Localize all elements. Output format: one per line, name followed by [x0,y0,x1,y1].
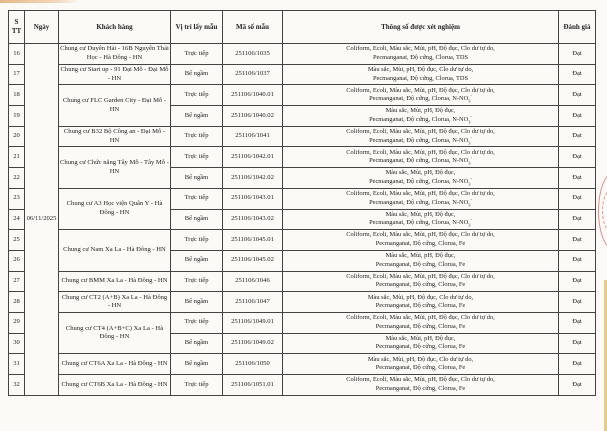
parameters-line-1: Màu sắc, Mùi, pH, Độ đục, [385,210,456,218]
parameters-line-2 [284,157,557,166]
row-evaluation: Đạt [559,126,596,147]
parameters-line-2-text: Pecmanganat, Độ cứng, Clorua, N-NO [369,136,469,144]
no3-superscript: - [470,93,472,99]
row-stt: 26 [9,250,25,271]
row-parameters [283,209,559,230]
no3-subscript: 3 [468,201,471,207]
parameters-line-1: Màu sắc, Mùi, pH, Độ đục, Clo dư tự do, [367,65,474,73]
row-evaluation: Đạt [559,271,596,292]
row-customer: Chung cư Start up - 91 Đại Mỗ - Đại Mỗ - HN [59,64,171,85]
parameters-line-2-text: Pecmanganat, Độ cứng, Clorua, N-NO [369,219,469,227]
row-parameters [283,85,559,106]
row-stt: 27 [9,271,25,292]
row-location: Bể ngầm [171,209,223,230]
row-sample-code: 251106/1047 [223,292,283,313]
parameters-line-2-text: Pecmanganat, Độ cứng, Clorua, N-NO [369,198,469,206]
parameters-line-2 [284,219,557,228]
row-evaluation: Đạt [559,188,596,209]
row-stt: 20 [9,126,25,147]
parameters-line-2 [284,343,557,352]
row-stt: 21 [9,147,25,168]
row-parameters [283,354,559,375]
parameters-line-2-text: Pecmanganat, Độ cứng, Clorua, Fe [375,343,466,351]
row-evaluation: Đạt [559,230,596,251]
row-customer: Chung cư BMM Xa La - Hà Đông - HN [59,271,171,292]
row-location: Bể ngầm [171,333,223,354]
parameters-line-2-text: Pecmanganat, Độ cứng, Clorua, Fe [375,302,466,310]
header-sample-code: Mã số mẫu [223,11,283,44]
row-parameters [283,147,559,168]
row-location: Trực tiếp [171,271,223,292]
table-body [9,44,596,396]
parameters-line-1: Coliform, Ecoli, Màu sắc, Mùi, pH, Độ đục, Clo dư tự do, [346,86,495,94]
row-sample-code: 251106/1041 [223,126,283,147]
parameters-line-1: Màu sắc, Mùi, pH, Độ đục, [385,107,456,115]
parameters-line-2 [284,323,557,332]
row-customer: Chung cư CT6A Xa La - Hà Đông - HN [59,354,171,375]
row-evaluation: Đạt [559,106,596,127]
parameters-line-2 [284,196,557,208]
row-stt: 32 [9,375,25,396]
table-row [9,85,596,106]
parameters-line-1: Coliform, Ecoli, Màu sắc, Mùi, pH, Độ đục, Clo dư tự do, [346,190,495,198]
parameters-line-1: Màu sắc, Mùi, pH, Độ đục, [385,252,456,260]
table-row [9,126,596,147]
parameters-line-2 [284,175,557,187]
parameters-line-2-text: Pecmanganat, Độ cứng, Clorua, Fe [375,364,466,372]
parameters-line-1: Coliform, Ecoli, Màu sắc, Mùi, pH, Độ đục, Clo dư tự do, [346,272,495,280]
row-evaluation: Đạt [559,250,596,271]
row-sample-code: 251106/1050 [223,354,283,375]
row-location: Trực tiếp [171,126,223,147]
row-sample-code: 251106/1043.01 [223,188,283,209]
row-stt: 18 [9,85,25,106]
no3-superscript: - [470,134,472,140]
row-sample-code: 251106/1040.01 [223,85,283,106]
parameters-line-1: Màu sắc, Mùi, pH, Độ đục, [385,334,456,342]
no3-subscript: 3 [468,139,471,145]
row-parameters [283,333,559,354]
table-row [9,375,596,396]
row-evaluation: Đạt [559,209,596,230]
row-customer: Chung cư A3 Học viện Quân Y - Hà Đông - HN [59,188,171,229]
header-sample-location: Vị trí lấy mẫu [171,11,223,44]
no3-subscript: 3 [468,222,471,228]
header-date: Ngày [25,11,59,44]
parameters-line-1: Màu sắc, Mùi, pH, Độ đục, Clo dư tự do, [367,355,474,363]
row-parameters [283,271,559,292]
parameters-line-2-text: Pecmanganat, Độ cứng, Clorua, N-NO [369,157,469,165]
parameters-line-1: Coliform, Ecoli, Màu sắc, Mùi, pH, Độ đục, Clo dư tự do, [346,314,495,322]
row-evaluation: Đạt [559,168,596,189]
no3-subscript: 3 [468,98,471,104]
table-header-row [9,11,596,44]
date-cell: 06/11/2025 [25,44,59,396]
parameters-line-2-text: Pecmanganat, Độ cứng, Clorua, TDS [372,53,469,61]
row-sample-code: 251106/1040.02 [223,106,283,127]
row-customer: Chung cư CT2 (A+B) Xa La - Hà Đông - HN [59,292,171,313]
parameters-line-2 [284,302,557,311]
row-stt: 17 [9,64,25,85]
row-sample-code: 251106/1035 [223,44,283,65]
row-stt: 28 [9,292,25,313]
table-row [9,147,596,168]
table-row [9,44,596,65]
parameters-line-1: Màu sắc, Mùi, pH, Độ đục, [385,169,456,177]
row-stt: 29 [9,312,25,333]
row-evaluation: Đạt [559,85,596,106]
row-parameters [283,168,559,189]
table-row [9,230,596,251]
header-evaluation: Đánh giá [559,11,596,44]
row-customer: Chung cư CT6B Xa La - Hà Đông - HN [59,375,171,396]
parameters-line-1: Coliform, Ecoli, Màu sắc, Mùi, pH, Độ đục, Clo dư tự do, [346,231,495,239]
row-sample-code: 251106/1046 [223,271,283,292]
no3-superscript: - [470,175,472,181]
no3-superscript: - [470,196,472,202]
header-test-parameters: Thông số được xét nghiệm [283,11,559,44]
row-location: Trực tiếp [171,147,223,168]
paper-edge-stain [0,0,80,3]
row-sample-code: 251106/1049.01 [223,312,283,333]
row-location: Bể ngầm [171,354,223,375]
row-sample-code: 251106/1051.01 [223,375,283,396]
row-evaluation: Đạt [559,292,596,313]
row-evaluation: Đạt [559,354,596,375]
table-row [9,312,596,333]
row-location: Trực tiếp [171,375,223,396]
parameters-line-2-text: Pecmanganat, Độ cứng, Clorua, Fe [375,240,466,248]
parameters-line-2-text: Pecmanganat, Độ cứng, Clorua, N-NO [369,115,469,123]
row-sample-code: 251106/1045.01 [223,230,283,251]
row-evaluation: Đạt [559,147,596,168]
row-parameters [283,230,559,251]
parameters-line-2-text: Pecmanganat, Độ cứng, Clorua, Fe [375,384,466,392]
parameters-line-1: Coliform, Ecoli, Màu sắc, Mùi, pH, Độ đục, Clo dư tự do, [346,45,495,53]
row-stt: 30 [9,333,25,354]
parameters-line-1: Coliform, Ecoli, Màu sắc, Mùi, pH, Độ đục, Clo dư tự do, [346,376,495,384]
row-location: Bể ngầm [171,292,223,313]
row-parameters [283,106,559,127]
row-parameters [283,292,559,313]
parameters-line-2-text: Pecmanganat, Độ cứng, Clorua, N-NO [369,95,469,103]
table-row [9,271,596,292]
row-evaluation: Đạt [559,312,596,333]
test-results-table [8,10,596,396]
row-evaluation: Đạt [559,64,596,85]
row-customer: Chung cư Duyên Hải - 16B Nguyễn Thái Học - Hà Đông - HN [59,44,171,65]
row-location: Bể ngầm [171,250,223,271]
row-sample-code: 251106/1037 [223,64,283,85]
parameters-line-2-text: Pecmanganat, Độ cứng, Clorua, Fe [375,260,466,268]
row-stt: 25 [9,230,25,251]
no3-superscript: - [470,113,472,119]
row-evaluation: Đạt [559,44,596,65]
row-location: Bể ngầm [171,168,223,189]
row-parameters [283,188,559,209]
no3-superscript: - [470,155,472,161]
parameters-line-2 [284,113,557,125]
row-evaluation: Đạt [559,375,596,396]
row-location: Bể ngầm [171,64,223,85]
row-parameters [283,250,559,271]
row-location: Trực tiếp [171,312,223,333]
parameters-line-2-text: Pecmanganat, Độ cứng, Clorua, Fe [375,322,466,330]
row-customer: Chung cư B32 Bộ Công an - Đại Mỗ - HN [59,126,171,147]
table-row [9,292,596,313]
row-parameters [283,44,559,65]
row-location: Bể ngầm [171,106,223,127]
parameters-line-2 [284,54,557,63]
parameters-line-2 [284,261,557,270]
row-customer: Chung cư Chức năng Tây Mỗ - Tây Mỗ - HN [59,147,171,188]
no3-subscript: 3 [468,119,471,125]
row-stt: 22 [9,168,25,189]
parameters-line-1: Màu sắc, Mùi, pH, Độ đục, Clo dư tự do, [367,293,474,301]
row-location: Trực tiếp [171,188,223,209]
parameters-line-2 [284,385,557,394]
row-parameters [283,312,559,333]
row-stt: 19 [9,106,25,127]
parameters-line-2 [284,240,557,249]
parameters-line-2 [284,95,557,104]
parameters-line-2 [284,134,557,146]
row-sample-code: 251106/1042.01 [223,147,283,168]
row-location: Trực tiếp [171,85,223,106]
parameters-line-2 [284,281,557,290]
no3-subscript: 3 [468,160,471,166]
row-customer: Chung cư FLC Garden City - Đại Mỗ - HN [59,85,171,126]
table-row [9,354,596,375]
row-location: Trực tiếp [171,44,223,65]
parameters-line-2 [284,75,557,84]
parameters-line-1: Coliform, Ecoli, Màu sắc, Mùi, pH, Độ đục, Clo dư tự do, [346,128,495,135]
parameters-line-2 [284,364,557,373]
row-parameters [283,64,559,85]
row-sample-code: 251106/1049.02 [223,333,283,354]
row-stt: 24 [9,209,25,230]
row-location: Trực tiếp [171,230,223,251]
row-sample-code: 251106/1043.02 [223,209,283,230]
row-customer: Chung cư CT4 (A+B+C) Xa La - Hà Đông - HN [59,312,171,353]
header-stt: S TT [9,11,25,44]
no3-superscript: - [470,217,472,223]
row-sample-code: 251106/1045.02 [223,250,283,271]
row-stt: 31 [9,354,25,375]
table-row [9,188,596,209]
row-stt: 23 [9,188,25,209]
row-sample-code: 251106/1042.02 [223,168,283,189]
row-parameters [283,375,559,396]
row-evaluation: Đạt [559,333,596,354]
header-customer: Khách hàng [59,11,171,44]
table-row [9,64,596,85]
row-parameters [283,126,559,147]
row-customer: Chung cư Nam Xa La - Hà Đông - HN [59,230,171,271]
parameters-line-2-text: Pecmanganat, Độ cứng, Clorua, TDS [372,74,469,82]
parameters-line-2-text: Pecmanganat, Độ cứng, Clorua, N-NO [369,177,469,185]
no3-subscript: 3 [468,181,471,187]
parameters-line-2-text: Pecmanganat, Độ cứng, Clorua, Fe [375,281,466,289]
row-stt: 16 [9,44,25,65]
parameters-line-1: Coliform, Ecoli, Màu sắc, Mùi, pH, Độ đục, Clo dư tự do, [346,148,495,156]
